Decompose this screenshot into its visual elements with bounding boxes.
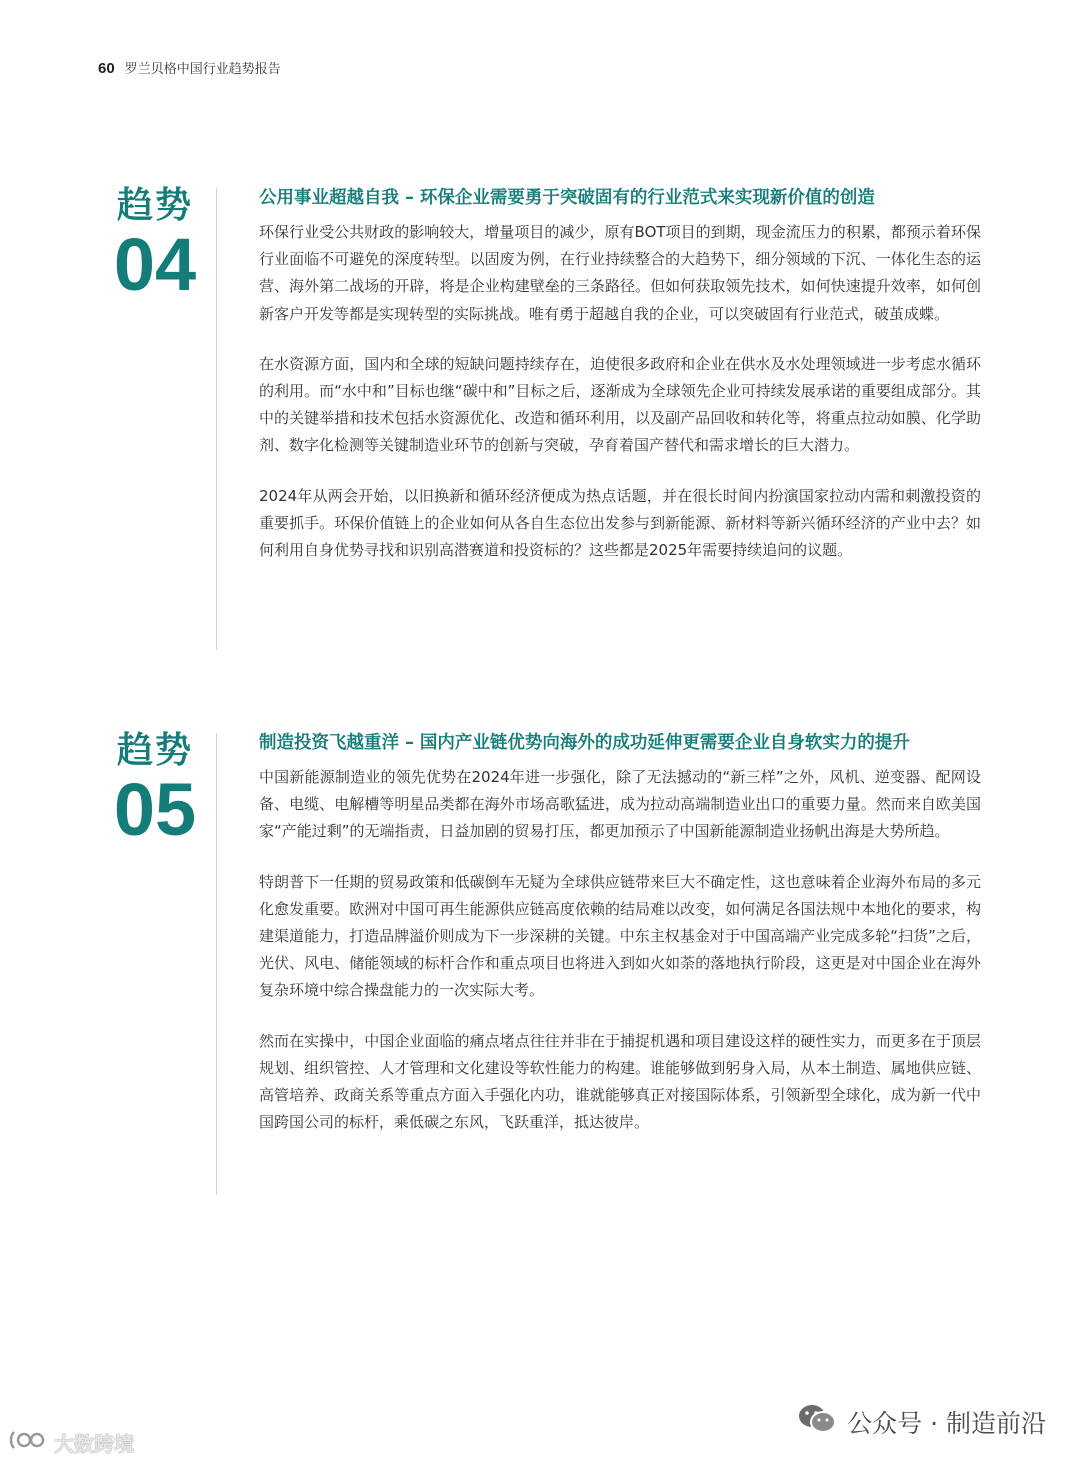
trend-label bbox=[100, 185, 210, 306]
page-number: 60 bbox=[98, 60, 115, 77]
watermark-left-text: 大数跨境 bbox=[54, 1432, 134, 1456]
paragraph: 2024年从两会开始，以旧换新和循环经济便成为热点话题，并在很长时间内扮演国家拉动内需和刺激投资的重要抓手。环保价值链上的企业如何从各自生态位出发参与到新能源、新材料等新兴循环经济的产业中去？如何利用自身优势寻找和识别高潜赛道和投资标的？这些都是2025年需要持续追问的议题。 bbox=[259, 486, 981, 560]
trend-word: 趋势 bbox=[116, 730, 193, 771]
paragraph: 环保行业受公共财政的影响较大，增量项目的减少，原有BOT项目的到期，现金流压力的积累，都预示着环保行业面临不可避免的深度转型。以固废为例，在行业持续整合的大趋势下，细分领域的下沉、一体化生态的运营、海外第二战场的开辟，将是企业构建壁垒的三条路径。但如何获取领先技术，如何快速提升效率，如何创新客户开发等都是实现转型的实际挑战。唯有勇于超越自我的企业，可以突破固有行业范式，破茧成蝶。 bbox=[259, 223, 981, 323]
watermark-right bbox=[797, 1402, 1046, 1442]
watermark-logo-icon bbox=[8, 1428, 48, 1457]
watermark-left bbox=[8, 1428, 134, 1457]
vertical-divider bbox=[216, 733, 217, 1195]
trend-heading: 制造投资飞越重洋 – 国内产业链优势向海外的成功延伸更需要企业自身软实力的提升 bbox=[259, 733, 910, 753]
wechat-icon bbox=[797, 1402, 837, 1442]
page-header bbox=[98, 58, 281, 77]
report-title: 罗兰贝格中国行业趋势报告 bbox=[124, 62, 281, 77]
watermark-right-text: 公众号 · 制造前沿 bbox=[847, 1409, 1046, 1438]
paragraph: 中国新能源制造业的领先优势在2024年进一步强化，除了无法撼动的“新三样”之外，风机、逆变器、配网设备、电缆、电解槽等明星品类都在海外市场高歌猛进，成为拉动高端制造业出口的重要力量。然而来自欧美国家“产能过剩”的无端指责，日益加剧的贸易打压，都更加预示了中国新能源制造业扬帆出海是大势所趋。 bbox=[259, 768, 981, 841]
trend-body bbox=[259, 731, 981, 1159]
vertical-divider bbox=[216, 188, 217, 650]
trend-body bbox=[259, 186, 981, 587]
trend-number: 04 bbox=[113, 223, 197, 306]
trend-label bbox=[100, 730, 210, 851]
trend-number: 05 bbox=[113, 768, 197, 851]
trend-word: 趋势 bbox=[116, 185, 193, 226]
trend-heading: 公用事业超越自我 – 环保企业需要勇于突破固有的行业范式来实现新价值的创造 bbox=[259, 188, 875, 208]
paragraph: 特朗普下一任期的贸易政策和低碳倒车无疑为全球供应链带来巨大不确定性，这也意味着企业海外布局的多元化愈发重要。欧洲对中国可再生能源供应链高度依赖的结局难以改变，如何满足各国法规中本地化的要求，构建渠道能力，打造品牌溢价则成为下一步深耕的关键。中东主权基金对于中国高端产业完成多轮“扫货”之后，光伏、风电、储能领域的标杆合作和重点项目也将进入到如火如荼的落地执行阶段，这更是对中国企业在海外复杂环境中综合操盘能力的一次实际大考。 bbox=[259, 872, 981, 1000]
paragraph: 在水资源方面，国内和全球的短缺问题持续存在，迫使很多政府和企业在供水及水处理领域进一步考虑水循环的利用。而“水中和”目标也继“碳中和”目标之后，逐渐成为全球领先企业可持续发展承诺的重要组成部分。其中的关键举措和技术包括水资源优化、改造和循环利用，以及副产品回收和转化等，将重点拉动如膜、化学助剂、数字化检测等关键制造业环节的创新与突破，孕育着国产替代和需求增长的巨大潜力。 bbox=[259, 354, 981, 455]
paragraph: 然而在实操中，中国企业面临的痛点堵点往往并非在于捕捉机遇和项目建设这样的硬性实力，而更多在于顶层规划、组织管控、人才管理和文化建设等软性能力的构建。谁能够做到躬身入局，从本土制造、属地供应链、高管培养、政商关系等重点方面入手强化内功，谁就能够真正对接国际体系，引领新型全球化，成为新一代中国跨国公司的标杆，乘低碳之东风，飞跃重洋，抵达彼岸。 bbox=[259, 1031, 981, 1132]
